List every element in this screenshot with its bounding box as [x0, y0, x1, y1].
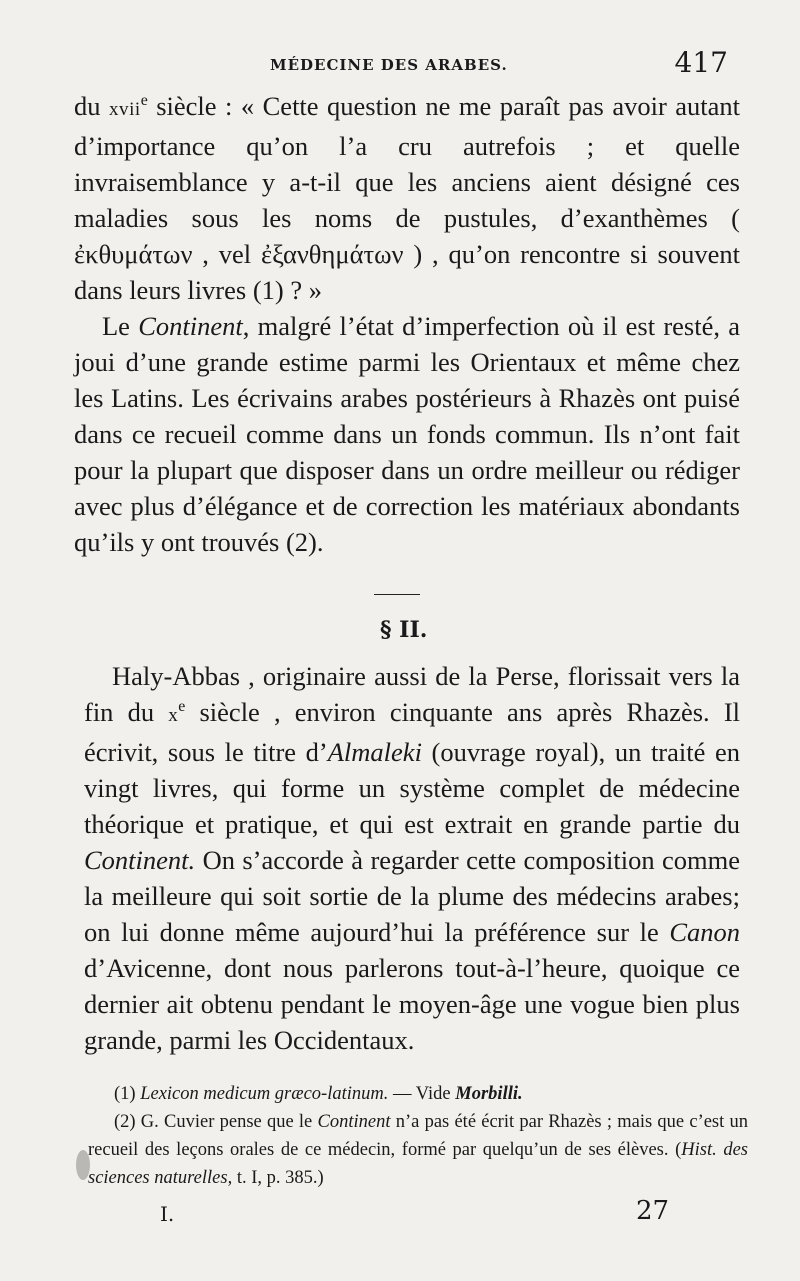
italic-title: Hist. des sciences naturelles [88, 1140, 749, 1188]
italic-title: Continent [138, 311, 243, 341]
text-run: siècle , environ cinquante ans après Rhazès. Il écrivit, sous le titre d’ [84, 697, 740, 767]
century-numeral: x [168, 705, 179, 726]
text-run: , malgré l’état d’imperfection où il est resté, a joui d’une grande estime parmi les Orientaux et même chez les Latins. Les écrivains arabes postérieurs à Rhazès ont puisé dans ce recueil comme dans un fonds commun. Ils n’ont fait pour la plupart que disposer dans un ordre meilleur ou rédiger avec plus d’élégance et de correction les matériaux abondants qu’ils y ont trouvés (2). [74, 311, 741, 557]
running-title: MÉDECINE DES ARABES. [270, 56, 508, 74]
superscript: e [140, 92, 148, 110]
text-run: siècle : « Cette question ne me paraît pas avoir autant d’importance qu’on l’a cru autrefois ; et quelle invraisemblance y a-t-il que les anciens aient désigné ces maladies sous les noms de pustules, d’exanthèmes ( ἐκθυμάτων , vel ἐξανθημάτων ) , qu’on rencontre si souvent dans leurs livres (1) ? » [74, 91, 741, 305]
footnote-2 [88, 1108, 748, 1192]
italic-title: Lexicon medicum græco-latinum. [140, 1084, 389, 1104]
text-run: n’a pas été écrit par Rhazès ; mais que c’est un recueil des leçons orales de ce médecin, formé par quelqu’un de ses élèves. ( [88, 1112, 749, 1160]
footnotes [88, 1080, 748, 1192]
text-run: d’Avicenne, dont nous parlerons tout-à-l’heure, quoique ce dernier ait obtenu pendant le moyen-âge une vogue bien plus grande, parmi les Occidentaux. [84, 953, 740, 1055]
section-body [84, 658, 740, 1058]
body-text [74, 88, 740, 560]
text-run: , t. I, p. 385.) [227, 1168, 324, 1188]
text-run: (ouvrage royal), un traité en vingt livres, qui forme un système complet de médecine théorique et pratique, et qui est extrait en grande partie du [84, 737, 740, 839]
text-run: (2) G. Cuvier pense que le [114, 1112, 318, 1132]
text-run: On s’accorde à regarder cette composition comme la meilleure qui soit sortie de la plume des médecins arabes; on lui donne même aujourd’hui la préférence sur le [84, 845, 740, 947]
text-run: du [74, 91, 109, 121]
paragraph-continent [74, 308, 740, 560]
italic-title: Continent. [84, 845, 196, 875]
footnote-number: (1) [114, 1084, 141, 1104]
italic-title: Almaleki [327, 737, 422, 767]
italic-title: Morbilli. [455, 1084, 523, 1104]
folio-number: 27 [636, 1196, 670, 1226]
text-run: — Vide [388, 1084, 456, 1104]
section-heading: § II. [380, 617, 428, 643]
text-run: Le [102, 311, 139, 341]
paragraph-quote-continuation [74, 88, 740, 308]
century-numeral: xvii [109, 99, 141, 120]
page-header [270, 46, 740, 90]
italic-title: Continent [317, 1112, 391, 1132]
paragraph-haly-abbas [84, 658, 740, 1058]
page-number: 417 [674, 46, 728, 79]
footnote-1 [88, 1080, 748, 1108]
signature-mark: I. [160, 1202, 175, 1226]
ink-stain [76, 1150, 90, 1180]
italic-title: Canon [669, 917, 740, 947]
text-run: Haly-Abbas , originaire aussi de la Perse, florissait vers la fin du [84, 661, 740, 727]
section-divider [374, 594, 420, 595]
superscript: e [178, 698, 186, 716]
